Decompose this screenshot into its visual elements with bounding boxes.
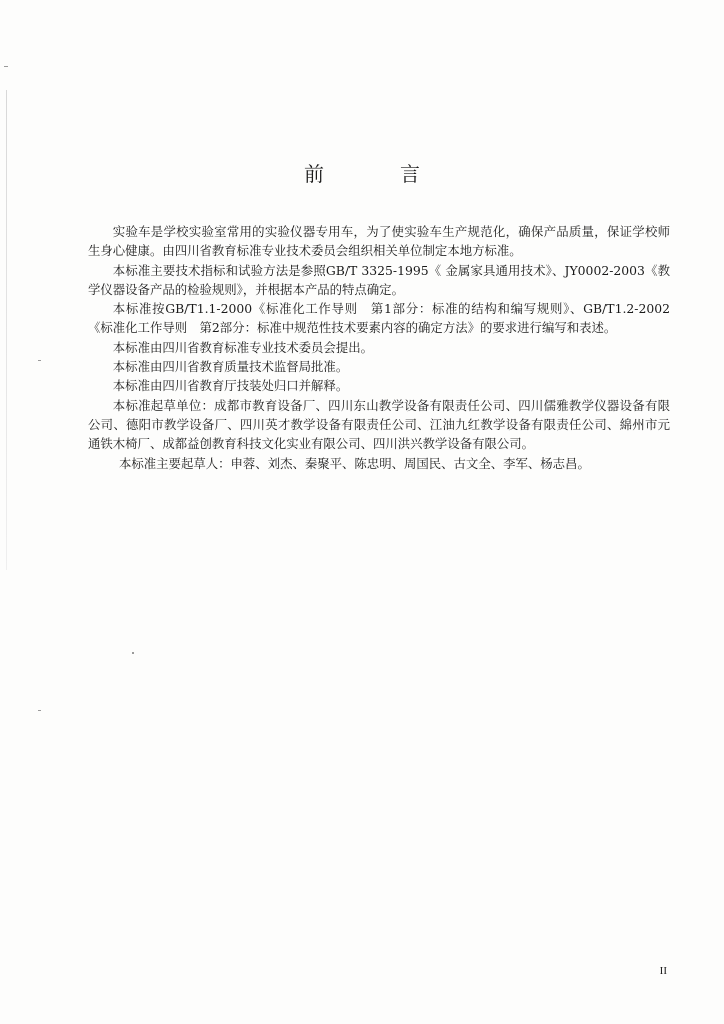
scan-mark bbox=[38, 710, 41, 711]
paragraph: 本标准由四川省教育标准专业技术委员会提出。 bbox=[112, 339, 373, 355]
scan-mark bbox=[4, 66, 8, 67]
paragraph: 本标准起草单位：成都市教育设备厂、四川东山教学设备有限责任公司、四川儒雅教学仪器设备有限公司、德阳市教学设备厂、四川英才教学设备有限责任公司、江油九红教学设备有限责任公司、綿州市元通铁木椅厂、成都益创教育科技文化实业有限公司、四川洪兴教学设备有限公司。 bbox=[88, 397, 670, 452]
paragraph: 实验车是学校实验室常用的实验仪器专用车，为了使实验车生产规范化，确保产品质量，保证学校师生身心健康。由四川省教育标准专业技术委员会组织相关单位制定本地方标准。 bbox=[88, 224, 670, 259]
preface-body bbox=[88, 222, 670, 473]
paragraph: 本标准主要技术指标和试验方法是参照GB/T 3325-1995《 金属家具通用技术》、JY0002-2003《教学仪器设备产品的检验规则》，并根据本产品的特点确定。 bbox=[88, 262, 670, 297]
paragraph: 本标准由四川省教育厅技装处归口并解释。 bbox=[112, 378, 349, 394]
scan-mark bbox=[132, 652, 134, 654]
paragraph: 本标准主要起草人：申蓉、刘杰、秦聚平、陈忠明、周国民、古文全、李军、杨志昌。 bbox=[119, 455, 590, 471]
paragraph: 本标准由四川省教育质量技术监督局批准。 bbox=[112, 359, 349, 375]
page-number: II bbox=[659, 965, 667, 977]
scan-mark bbox=[38, 360, 41, 361]
page-title: 前 言 bbox=[304, 162, 448, 186]
paragraph: 本标准按GB/T1.1-2000《标准化工作导则 第1部分：标准的结构和编写规则》、GB/T1.2-2002《标准化工作导则 第2部分：标准中规范性技术要素内容的确定方法》的要求进行编写和表述。 bbox=[88, 301, 670, 336]
